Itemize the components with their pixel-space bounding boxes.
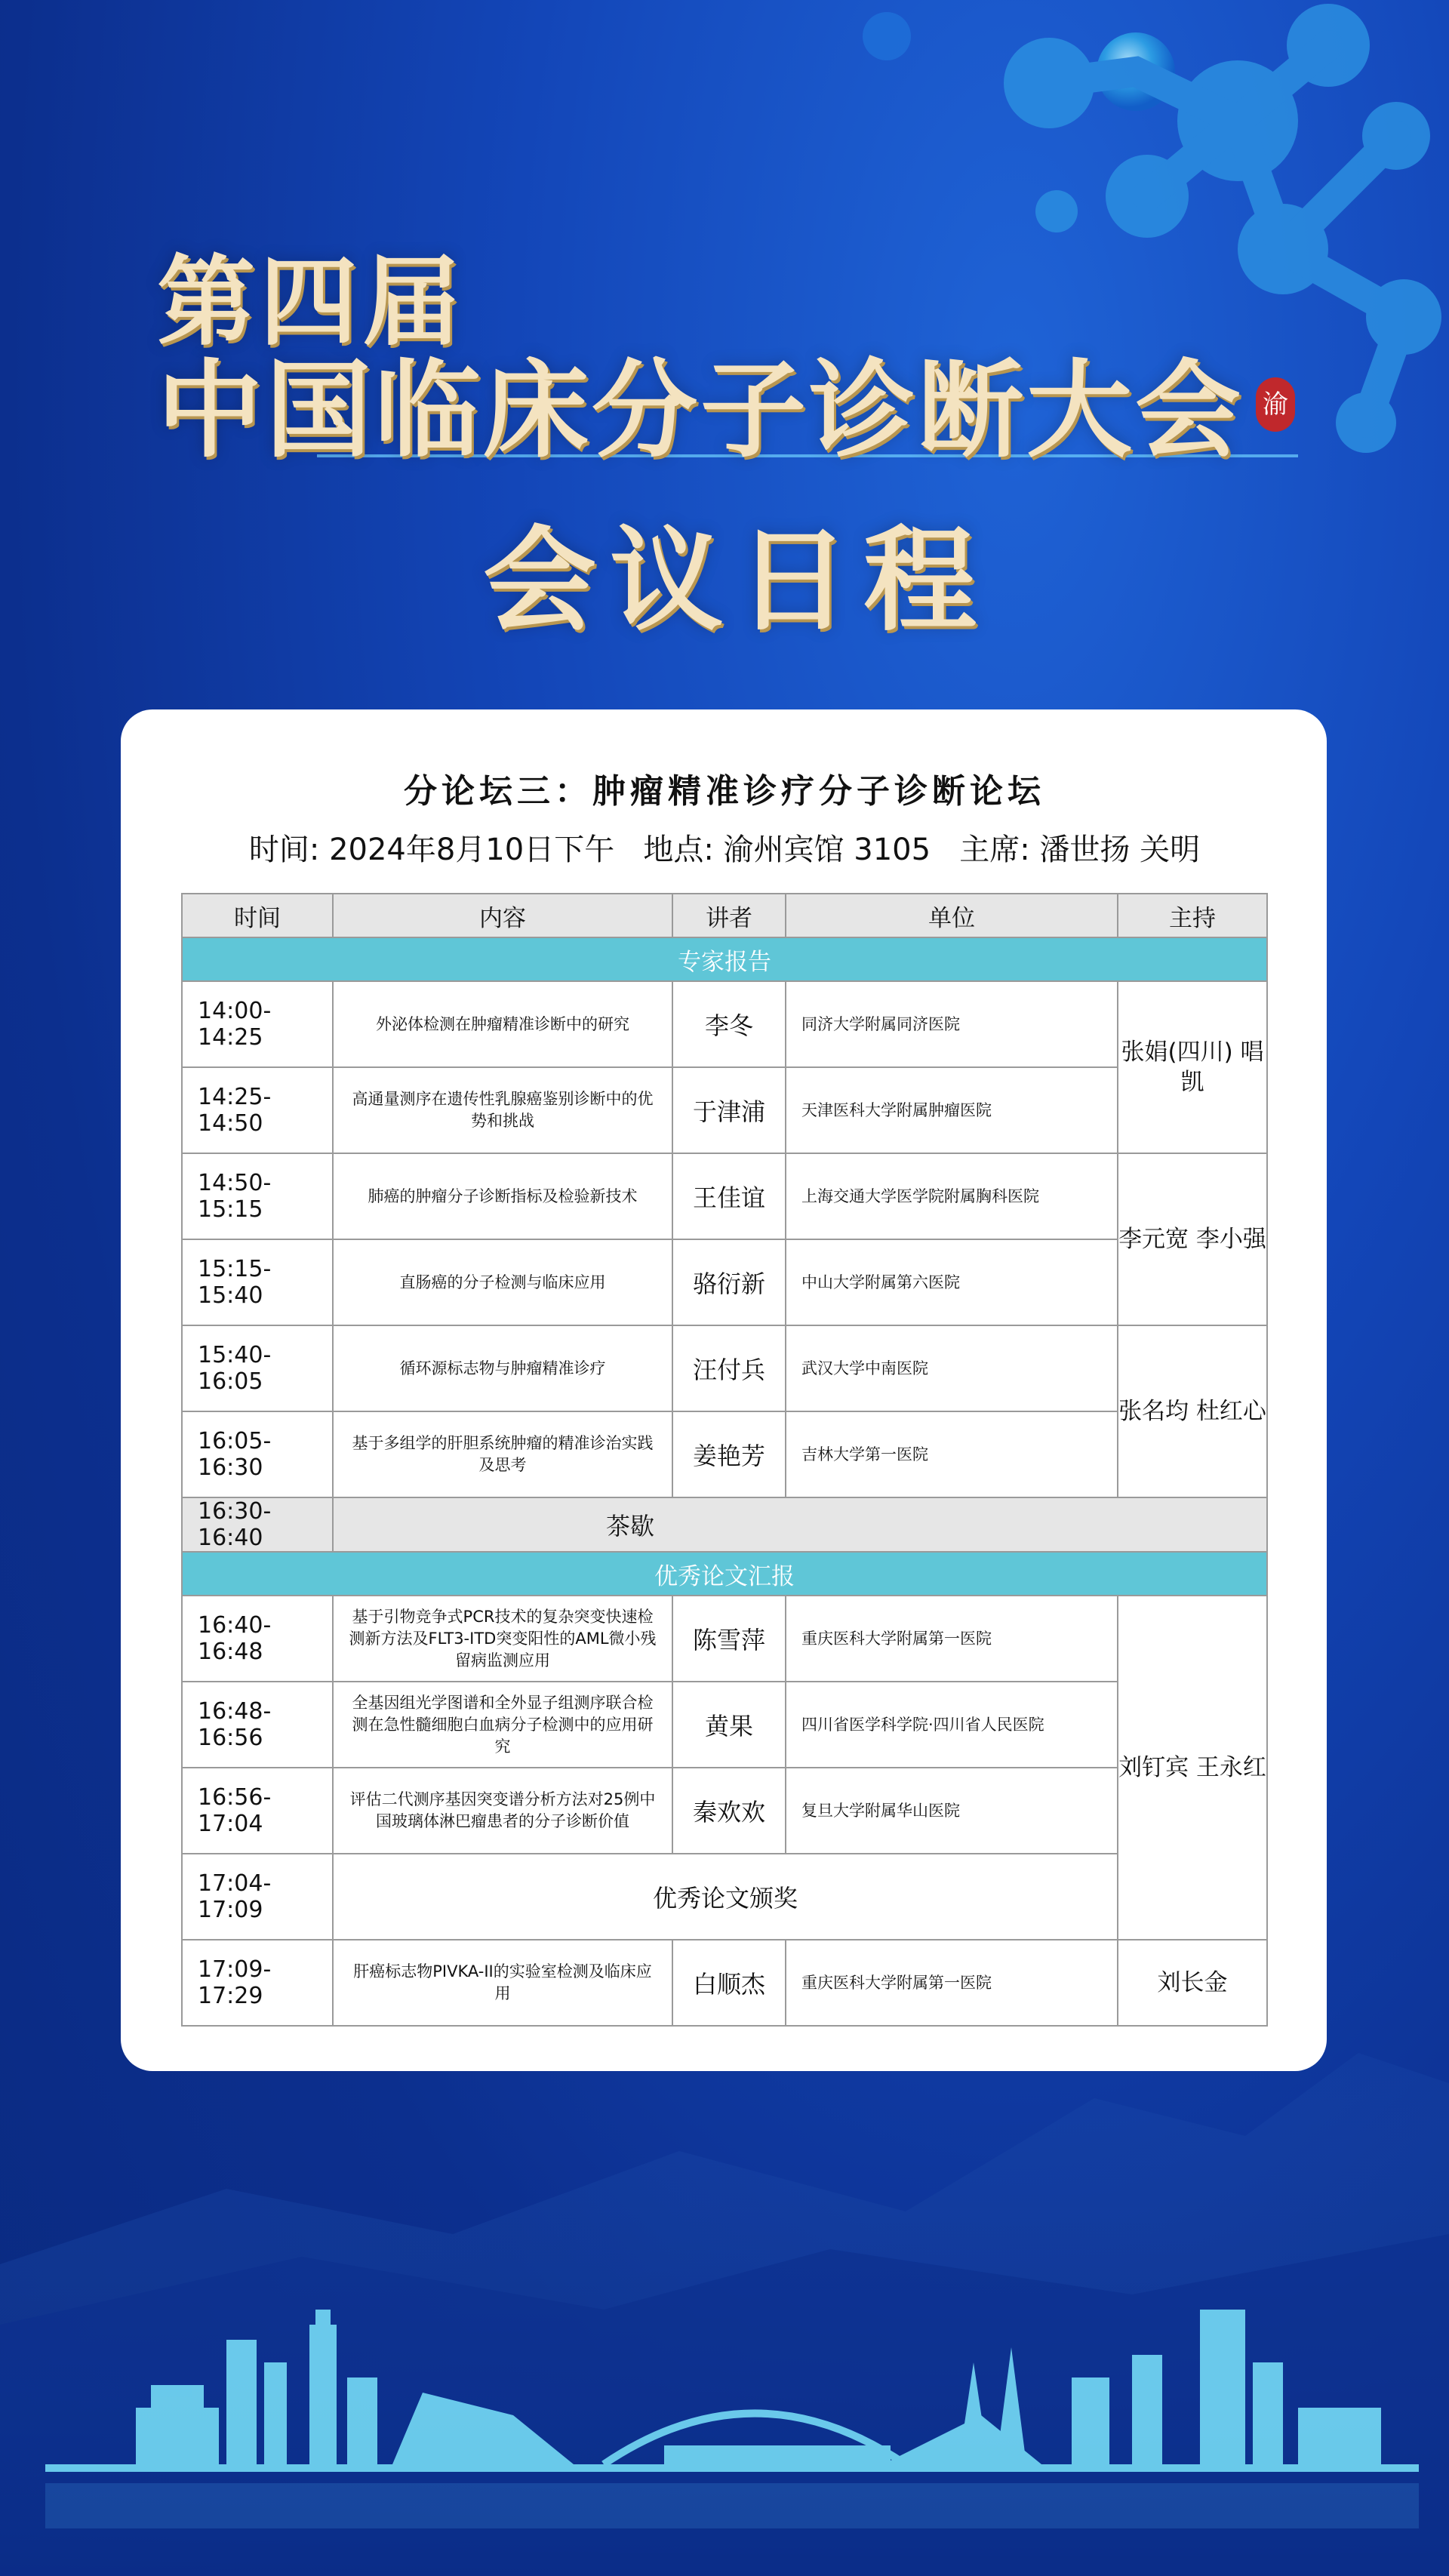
row-time: 14:50-15:15 <box>182 1153 333 1239</box>
col-unit: 单位 <box>786 894 1118 937</box>
row-topic: 高通量测序在遗传性乳腺癌鉴别诊断中的优势和挑战 <box>333 1067 672 1153</box>
table-row <box>182 1411 1267 1497</box>
award-time: 17:04-17:09 <box>182 1854 333 1940</box>
section-expert: 专家报告 <box>182 937 1267 981</box>
row-speaker: 骆衍新 <box>672 1239 786 1325</box>
schedule-table <box>181 893 1268 2027</box>
award-label: 优秀论文颁奖 <box>333 1854 1118 1940</box>
row-unit: 天津医科大学附属肿瘤医院 <box>786 1067 1118 1153</box>
row-time: 14:00-14:25 <box>182 981 333 1067</box>
conference-edition: 第四届 <box>157 245 466 359</box>
row-unit: 复旦大学附属华山医院 <box>786 1768 1118 1854</box>
seal-stamp: 渝 <box>1256 377 1295 432</box>
row-topic: 外泌体检测在肿瘤精准诊断中的研究 <box>333 981 672 1067</box>
row-unit: 同济大学附属同济医院 <box>786 981 1118 1067</box>
section-row <box>182 937 1267 981</box>
break-label: 茶歇 <box>333 1497 1267 1552</box>
table-row <box>182 1940 1267 2026</box>
row-unit: 重庆医科大学附属第一医院 <box>786 1940 1118 2026</box>
row-time: 17:09-17:29 <box>182 1940 333 2026</box>
row-time: 15:15-15:40 <box>182 1239 333 1325</box>
col-time: 时间 <box>182 894 333 937</box>
row-unit: 上海交通大学医学院附属胸科医院 <box>786 1153 1118 1239</box>
table-row <box>182 1325 1267 1411</box>
row-speaker: 王佳谊 <box>672 1153 786 1239</box>
row-unit: 重庆医科大学附属第一医院 <box>786 1596 1118 1682</box>
row-time: 14:25-14:50 <box>182 1067 333 1153</box>
table-row <box>182 1067 1267 1153</box>
row-unit: 吉林大学第一医院 <box>786 1411 1118 1497</box>
table-row <box>182 1768 1267 1854</box>
col-speaker: 讲者 <box>672 894 786 937</box>
host-cell: 李元宽 李小强 <box>1118 1153 1267 1325</box>
break-time: 16:30-16:40 <box>182 1497 333 1552</box>
row-topic: 基于引物竞争式PCR技术的复杂突变快速检测新方法及FLT3-ITD突变阳性的AML微小残留病监测应用 <box>333 1596 672 1682</box>
host-cell: 刘长金 <box>1118 1940 1267 2026</box>
row-time: 16:56-17:04 <box>182 1768 333 1854</box>
row-speaker: 白顺杰 <box>672 1940 786 2026</box>
row-topic: 肝癌标志物PIVKA-II的实验室检测及临床应用 <box>333 1940 672 2026</box>
row-unit: 中山大学附属第六医院 <box>786 1239 1118 1325</box>
section-papers: 优秀论文汇报 <box>182 1552 1267 1596</box>
row-speaker: 李冬 <box>672 981 786 1067</box>
award-row <box>182 1854 1267 1940</box>
row-topic: 基于多组学的肝胆系统肿瘤的精准诊治实践及思考 <box>333 1411 672 1497</box>
table-row <box>182 981 1267 1067</box>
row-unit: 四川省医学科学院·四川省人民医院 <box>786 1682 1118 1768</box>
table-row <box>182 1239 1267 1325</box>
row-speaker: 黄果 <box>672 1682 786 1768</box>
row-time: 16:05-16:30 <box>182 1411 333 1497</box>
forum-meta: 时间: 2024年8月10日下午 地点: 渝州宾馆 3105 主席: 潘世扬 关明 <box>248 833 1201 867</box>
row-topic: 肺癌的肿瘤分子诊断指标及检验新技术 <box>333 1153 672 1239</box>
host-cell: 张名均 杜红心 <box>1118 1325 1267 1497</box>
row-time: 15:40-16:05 <box>182 1325 333 1411</box>
forum-title: 分论坛三：肿瘤精准诊疗分子诊断论坛 <box>404 772 1045 811</box>
row-speaker: 汪付兵 <box>672 1325 786 1411</box>
row-topic: 直肠癌的分子检测与临床应用 <box>333 1239 672 1325</box>
row-speaker: 于津浦 <box>672 1067 786 1153</box>
host-cell: 刘钉宾 王永红 <box>1118 1596 1267 1940</box>
row-topic: 全基因组光学图谱和全外显子组测序联合检测在急性髓细胞白血病分子检测中的应用研究 <box>333 1682 672 1768</box>
section-row <box>182 1552 1267 1596</box>
row-speaker: 姜艳芳 <box>672 1411 786 1497</box>
row-topic: 评估二代测序基因突变谱分析方法对25例中国玻璃体淋巴瘤患者的分子诊断价值 <box>333 1768 672 1854</box>
table-row <box>182 1682 1267 1768</box>
break-row <box>182 1497 1267 1552</box>
conference-name: 中国临床分子诊断大会 <box>157 349 1244 472</box>
table-header <box>182 894 1267 937</box>
col-host: 主持 <box>1118 894 1267 937</box>
row-unit: 武汉大学中南医院 <box>786 1325 1118 1411</box>
host-cell: 张娟(四川) 唱凯 <box>1118 981 1267 1153</box>
col-content: 内容 <box>333 894 672 937</box>
row-time: 16:40-16:48 <box>182 1596 333 1682</box>
table-row <box>182 1596 1267 1682</box>
page-title: 会议日程 <box>483 516 991 647</box>
row-speaker: 陈雪萍 <box>672 1596 786 1682</box>
row-topic: 循环源标志物与肿瘤精准诊疗 <box>333 1325 672 1411</box>
row-time: 16:48-16:56 <box>182 1682 333 1768</box>
table-row <box>182 1153 1267 1239</box>
row-speaker: 秦欢欢 <box>672 1768 786 1854</box>
